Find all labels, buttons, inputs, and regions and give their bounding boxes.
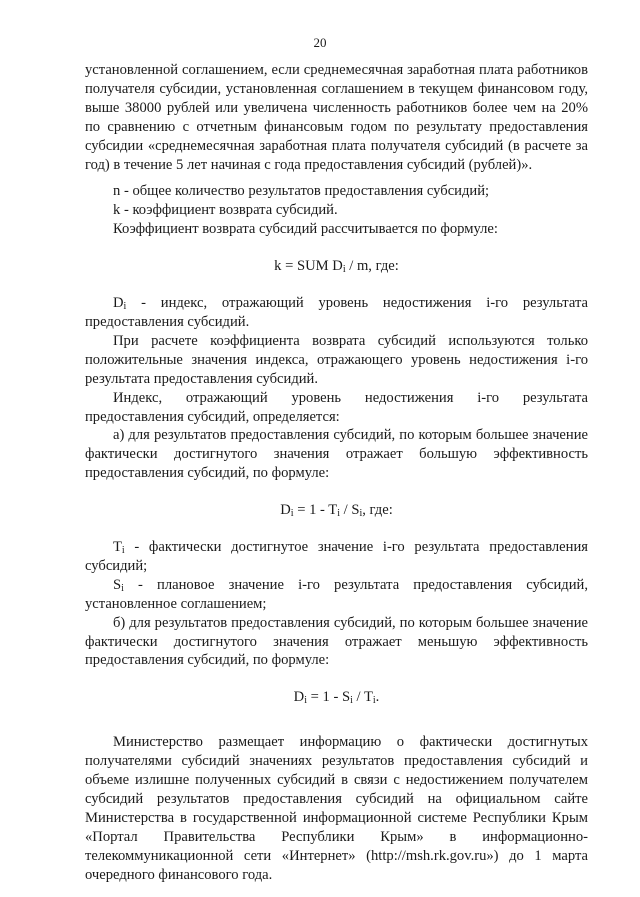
page-number: 20 <box>313 35 327 50</box>
ti-text: - фактически достигнутое значение i-го результата предоставления субсидий; <box>85 539 588 574</box>
ti-symbol: T <box>113 539 122 556</box>
formula-b-part: = 1 - S <box>306 689 351 706</box>
si-sub: i <box>121 582 124 594</box>
si-text: - плановое значение i-го результата предоставления субсидий, установленное соглашением; <box>85 576 588 612</box>
document-body <box>85 61 588 885</box>
di-sub: i <box>123 301 127 313</box>
definition-n: n - общее количество результатов предоставления субсидий; <box>113 183 490 200</box>
formula-k-suffix: / m, где: <box>345 258 399 275</box>
formula-a-sub: i <box>337 508 340 520</box>
formula-a-part: = 1 - T <box>293 502 338 519</box>
formula-b <box>85 688 588 707</box>
intro-paragraph: установленной соглашением, если среднемесячная заработная плата работников получателя субсидии, установленная соглашением в текущем финансовом году, выше 38000 рублей или увеличена численность работников более чем на 20% по сравнению с отчетным финансовым годом по результату предоставления субсидии «среднемесячная заработная плата получателя субсидий (в расчете за год) в течение 5 лет начиная с года предоставления субсидий (рублей)». <box>85 62 588 173</box>
ministry-paragraph: Министерство размещает информацию о фактически достигнутых получателями субсидий значениях результатов предоставления субсидий и объеме излишне полученных субсидий в связи с недостижением получателем субсидий результатов предоставления субсидий на официальном сайте Министерства в государственной информационной системе Республики Крым «Портал Правительства Республики Крым» в информационно-телекоммуникационной сети «Интернет» (http://msh.rk.gov.ru») до 1 марта очередного финансового года. <box>85 734 588 883</box>
formula-k <box>85 257 588 276</box>
formula-a-part: , где: <box>362 502 393 519</box>
formula-a-part: D <box>280 502 291 519</box>
formula-b-part: / T <box>352 689 373 706</box>
formula-b-part: D <box>293 689 305 706</box>
definition-si <box>85 576 588 614</box>
ti-sub: i <box>121 545 125 557</box>
formula-a <box>85 501 588 520</box>
si-symbol: S <box>113 576 122 593</box>
index-intro: Индекс, отражающий уровень недостижения i-го результата предоставления субсидий, определяется: <box>85 389 588 425</box>
k-formula-intro: Коэффициент возврата субсидий рассчитывается по формуле: <box>113 221 498 238</box>
formula-b-part: . <box>375 689 380 706</box>
case-b: б) для результатов предоставления субсидий, по которым большее значение фактически достигнутого значения отражает меньшую эффективность предоставления субсидий, по формуле: <box>85 614 588 669</box>
case-a: а) для результатов предоставления субсидий, по которым большее значение фактически достигнутого значения отражает большую эффективность предоставления субсидий, по формуле: <box>85 427 588 482</box>
positive-values-note: При расчете коэффициента возврата субсидий используются только положительные значения индекса, отражающего уровень недостижения i-го результата предоставления субсидий. <box>85 332 588 387</box>
formula-b-sub: i <box>350 695 353 707</box>
formula-b-sub: i <box>372 695 376 707</box>
definition-ti <box>85 538 588 576</box>
di-symbol: D <box>113 295 124 312</box>
definition-k: k - коэффициент возврата субсидий. <box>113 202 338 219</box>
definition-di <box>85 294 588 332</box>
formula-k-prefix: k = SUM D <box>274 258 343 275</box>
formula-a-part: / S <box>339 502 360 519</box>
formula-a-sub: i <box>290 508 294 520</box>
di-text: - индекс, отражающий уровень недостижения i-го результата предоставления субсидий. <box>85 295 588 330</box>
formula-k-sub: i <box>342 264 346 276</box>
formula-a-sub: i <box>359 508 363 520</box>
formula-b-sub: i <box>304 695 307 707</box>
